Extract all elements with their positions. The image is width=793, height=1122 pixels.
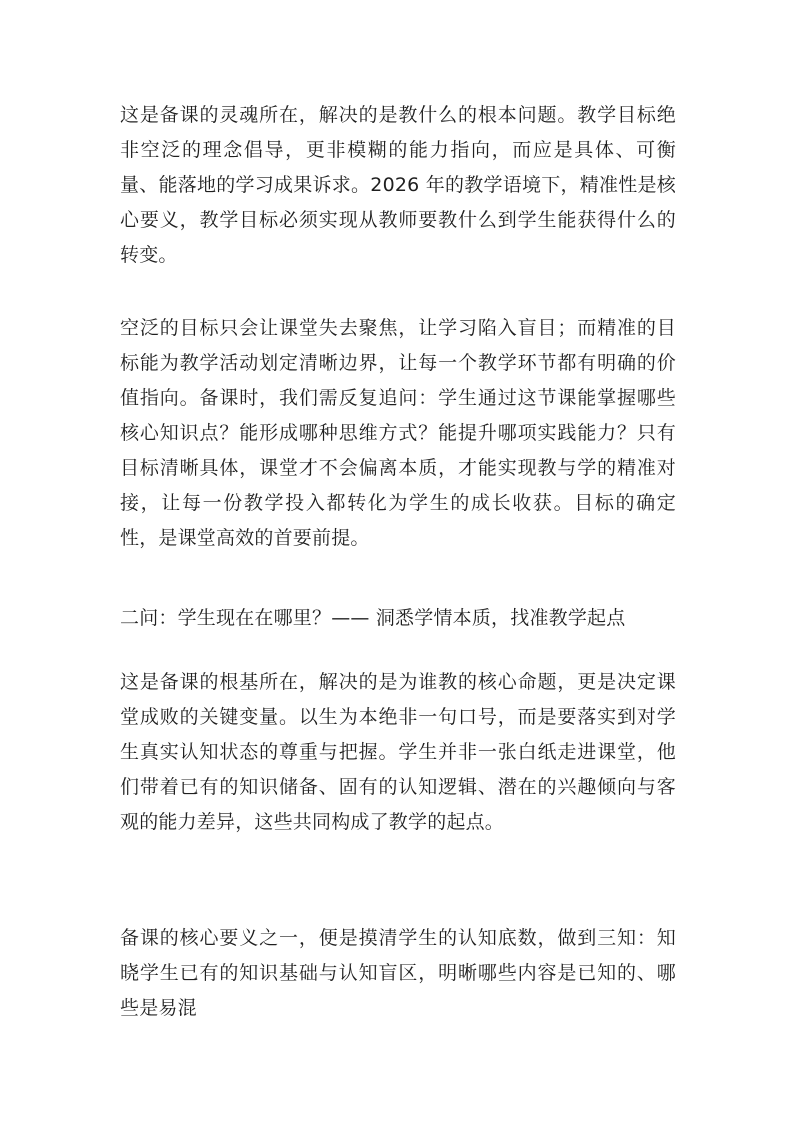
paragraph-student-foundation: 这是备课的根基所在，解决的是为谁教的核心命题，更是决定课堂成败的关键变量。以生为本绝非一句口号，而是要落实到对学生真实认知状态的尊重与把握。学生并非一张白纸走进课堂，他们带着已有的知识储备、固有的认知逻辑、潜在的兴趣倾向与客观的能力差异，这些共同构成了教学的起点。 bbox=[120, 671, 676, 833]
paragraph-teaching-goals: 这是备课的灵魂所在，解决的是教什么的根本问题。教学目标绝非空泛的理念倡导，更非模糊的能力指向，而应是具体、可衡量、能落地的学习成果诉求。2026 年的教学语境下，精准性是核心要义，教学目标必须实现从教师要教什么到学生能获得什么的转变。 bbox=[120, 104, 676, 266]
paragraph-goal-precision: 空泛的目标只会让课堂失去聚焦，让学习陷入盲目；而精准的目标能为教学活动划定清晰边界，让每一个教学环节都有明确的价值指向。备课时，我们需反复追问：学生通过这节课能掌握哪些核心知识点？能形成哪种思维方式？能提升哪项实践能力？只有目标清晰具体，课堂才不会偏离本质，才能实现教与学的精准对接，让每一份教学投入都转化为学生的成长收获。目标的确定性，是课堂高效的首要前提。 bbox=[120, 317, 676, 549]
section-heading-second-question: 二问：学生现在在哪里？—— 洞悉学情本质，找准教学起点 bbox=[120, 607, 626, 629]
paragraph-cognitive-baseline: 备课的核心要义之一，便是摸清学生的认知底数，做到三知：知晓学生已有的知识基础与认知盲区，明晰哪些内容是已知的、哪些是易混 bbox=[120, 927, 676, 1019]
